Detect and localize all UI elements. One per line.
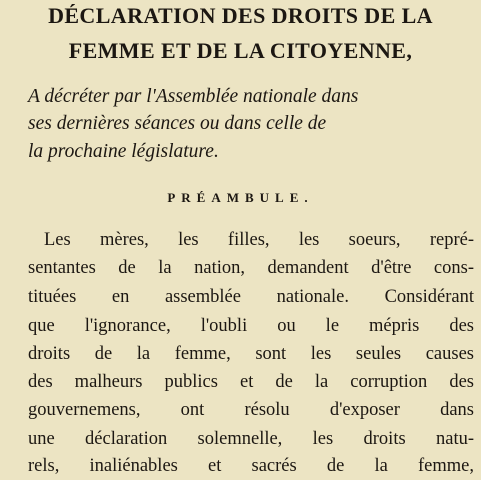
body-line-7: gouvernemens, ont résolu d'exposer dans xyxy=(28,400,474,420)
subtitle-line-2: ses dernières séances ou dans celle de xyxy=(28,113,327,134)
document-title-line-2: FEMME ET DE LA CITOYENNE, xyxy=(68,38,413,63)
subtitle-line-3: la prochaine législature. xyxy=(28,141,219,162)
body-line-6: des malheurs publics et de la corruption des xyxy=(28,372,474,392)
body-line-1: Les mères, les filles, les soeurs, repré- xyxy=(44,230,474,250)
subtitle-line-1: A décréter par l'Assemblée nationale dans xyxy=(28,86,359,107)
body-line-8: une déclaration solemnelle, les droits natu- xyxy=(28,429,474,449)
body-line-4: que l'ignorance, l'oubli ou le mépris des xyxy=(28,316,474,336)
body-line-2: sentantes de la nation, demandent d'être cons- xyxy=(28,258,474,278)
document-title-line-1: DÉCLARATION DES DROITS DE LA xyxy=(48,3,433,28)
body-line-9: rels, inaliénables et sacrés de la femme, xyxy=(28,456,474,476)
body-line-3: tituées en assemblée nationale. Considérant xyxy=(28,287,474,307)
section-heading: PRÉAMBULE. xyxy=(167,190,314,205)
body-line-5: droits de la femme, sont les seules causes xyxy=(28,344,474,364)
